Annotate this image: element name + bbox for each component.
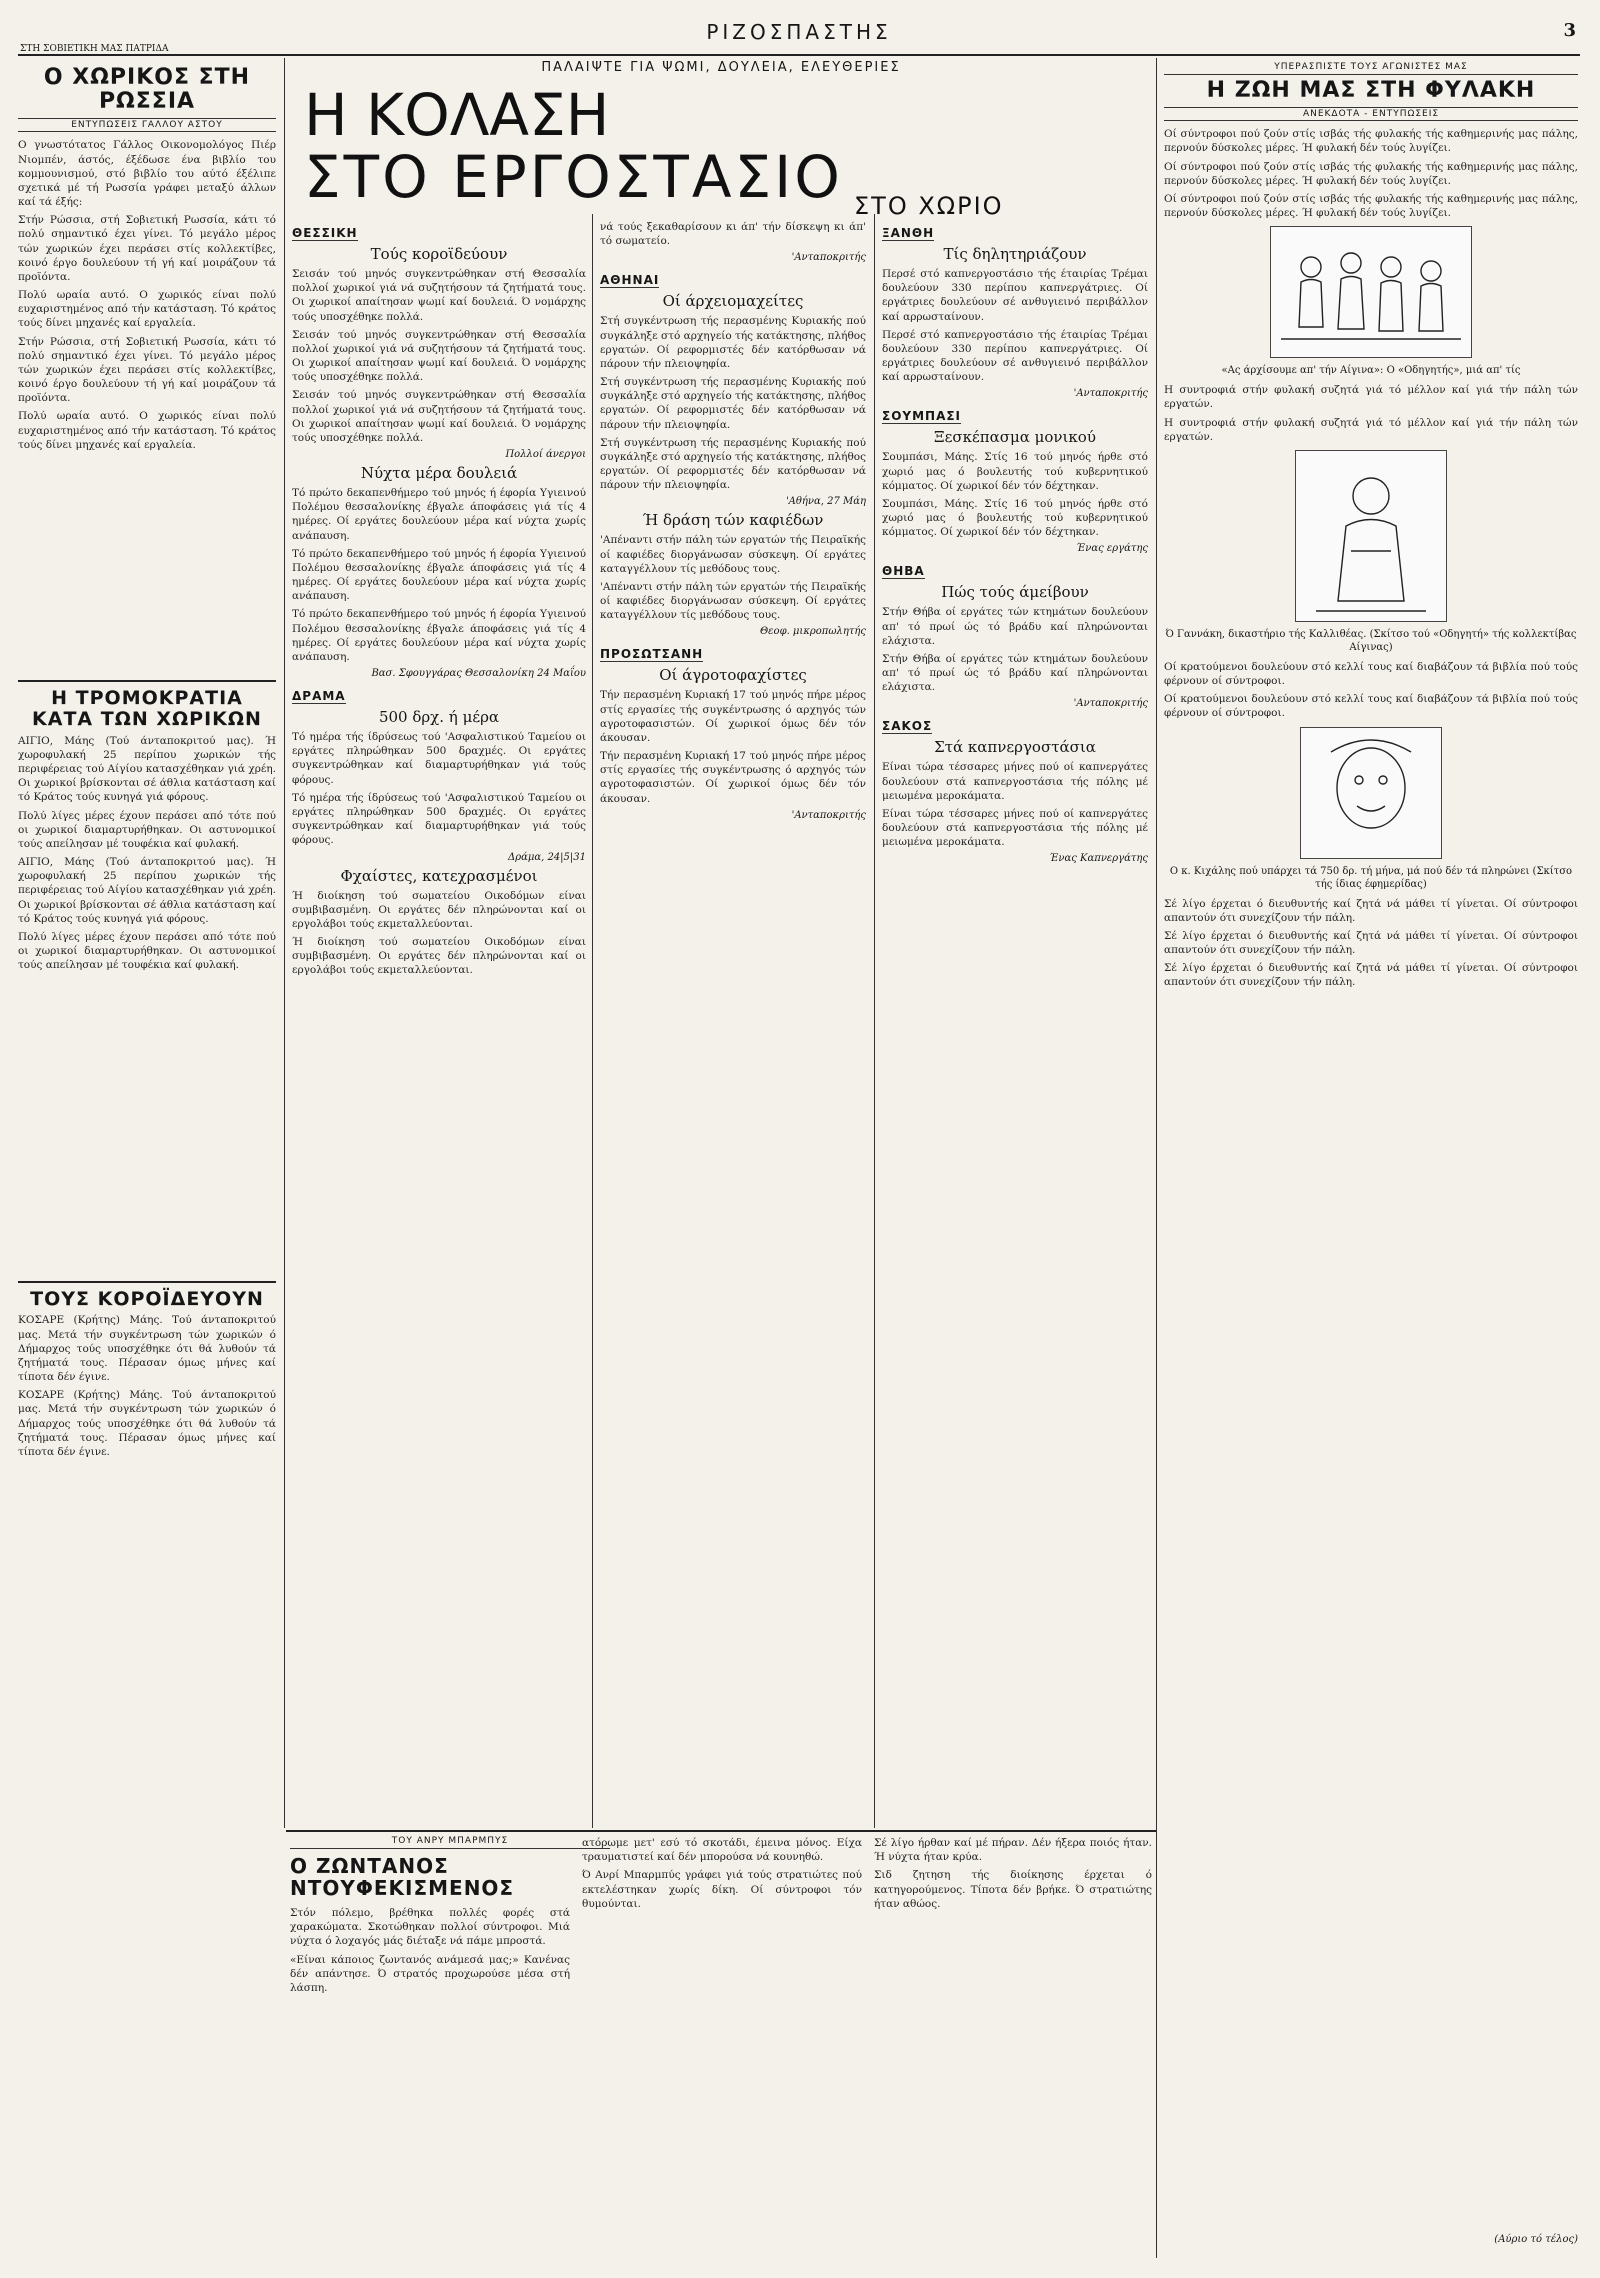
dateline-place: ΘΗΒΑ: [882, 564, 925, 579]
article-paragraph: Ή διοίκηση τού σωματείου Οικοδόμων είναι συμβιβασμένη. Οι εργάτες δέν πληρώνονται καί οι εργολάβοι τούς εκμεταλλεύονται.: [292, 889, 586, 930]
article-title: Νύχτα μέρα δουλειά: [360, 464, 518, 483]
headline-mocking: ΤΟΥΣ ΚΟΡΟΪΔΕΥΟΥΝ: [18, 1281, 276, 1310]
article-title: Τίς δηλητηριάζουν: [943, 245, 1087, 263]
column-5: [1164, 62, 1578, 2252]
dateline-place: ΘΕΣΣΙΚΗ: [292, 226, 358, 240]
article-paragraph: Οί κρατούμενοι δουλεύουν στό κελλί τους καί διαβάζουν τά βιβλία πού τούς φέρνουν οί σύντροφοι.: [1164, 660, 1578, 688]
signature: 'Ανταποκριτής: [1073, 388, 1148, 400]
bottom-col-c: [874, 1836, 1152, 2246]
headline-prison-life: Η ΖΩΗ ΜΑΣ ΣΤΗ ΦΥΛΑΚΗ: [1206, 78, 1536, 103]
dateline-place: ΑΘΗΝΑΙ: [600, 273, 660, 288]
article-paragraph: ΑΙΓΙΟ, Μάης (Τού άνταποκριτού μας). Ή χωροφυλακή 25 περίπου χωρικών τής περιφέρειας τού Αίγίου κατασχέθηκαν γιά χρέη. Οι χωρικοί βρίσκονται σέ άθλια κατάσταση καί τό Κράτος τούς κυνηγά γιά φόρους.: [18, 734, 276, 804]
newspaper-title: ΡΙΖΟΣΠΑΣΤΗΣ: [706, 20, 892, 44]
dateline-place: ΠΡΟΣΩΤΣΑΝΗ: [600, 647, 704, 662]
article-paragraph: Σουμπάσι, Μάης. Στίς 16 τού μηνός ήρθε στό χωριό μας ό βουλευτής τού κυβερνητικού κόμματος. Οί χωρικοί δέν τόν δέχτηκαν.: [882, 497, 1148, 539]
article-paragraph: Σεισάν τού μηνός συγκεντρώθηκαν στή Θεσσαλία πολλοί χωρικοί γιά νά συζητήσουν τά ζητήματά τους. Οι χωρικοί απαίτησαν ψωμί καί δουλειά. Ό νομάρχης τούς υποσχέθηκε πολλά.: [292, 268, 586, 323]
article-paragraph: Οί σύντροφοι πού ζούν στίς ισβάς τής φυλακής τής καθημερινής μας πάλης, περνούν δύσκολες μέρες. Ή φυλακή δέν τούς λυγίζει.: [1164, 192, 1578, 220]
caption: Ο κ. Κιχάλης πού υπάρχει τά 750 δρ. τή μήνα, μά πού δέν τά πληρώνει (Σκίτσο τής ίδιας έφημερίδας): [1169, 865, 1573, 890]
article-paragraph: Ο γνωστότατος Γάλλος Οικονομολόγος Πιέρ Νιομπέν, άστός, έξέδωσε ένα βιβλίο του κομμουνισμού, στό βιβλίο του αύτό έξέλιπε σχετικά μέ τή Ρωσσία γράφει μεταξύ άλλων καί τά έξής:: [18, 139, 276, 209]
article-paragraph: 'Απέναντι στήν πάλη τών εργατών τής Πειραϊκής οί καφιέδες διοργάνωσαν σύσκεψη. Οί εργάτες καταγγέλλουν τίς μεθόδους τους.: [600, 580, 866, 622]
article-paragraph: νά τούς ξεκαθαρίσουν κι άπ' τήν δίσκεψη κι άπ' τό σωματείο.: [600, 221, 866, 248]
article-title: Ξεσκέπασμα μονικού: [934, 428, 1096, 447]
signature: Ένας εργάτης: [1076, 543, 1148, 555]
article-paragraph: Οί κρατούμενοι δουλεύουν στό κελλί τους καί διαβάζουν τά βιβλία πού τούς φέρνουν οί σύντροφοι.: [1164, 693, 1578, 720]
column-2: [292, 220, 586, 1820]
banner-slogan: ΠΑΛΑΙΨΤΕ ΓΙΑ ΨΩΜΙ, ΔΟΥΛΕΙΑ, ΕΛΕΥΘΕΡΙΕΣ: [541, 60, 901, 75]
article-paragraph: Σεισάν τού μηνός συγκεντρώθηκαν στή Θεσσαλία πολλοί χωρικοί γιά νά συζητήσουν τά ζητήματά τους. Οι χωρικοί απαίτησαν ψωμί καί δουλειά. Ό νομάρχης τούς υποσχέθηκε πολλά.: [292, 328, 586, 384]
headline-peasant-russia: Ο ΧΩΡΙΚΟΣ ΣΤΗ ΡΩΣΣΙΑ: [43, 65, 251, 115]
article-paragraph: Σιδ ζητηση τής διοίκησης έρχεται ό κατηγορούμενος. Τίποτα δέν βρήκε. Ό στρατιώτης ήταν αθώος.: [874, 1869, 1152, 1910]
signature: Δράμα, 24|5|31: [507, 851, 586, 863]
to-be-continued: (Αύριο τό τέλος): [1494, 2234, 1578, 2245]
page-number: 3: [1563, 20, 1576, 41]
article-paragraph: Στήν Θήβα οί εργάτες τών κτημάτων δουλεύουν απ' τό πρωί ώς τό βράδυ καί πληρώνονται ελάχιστα.: [882, 606, 1148, 647]
article-paragraph: Τό πρώτο δεκαπενθήμερο τού μηνός ή έφορία Υγιεινού Πολέμου θεσσαλονίκης έβγαλε άποφάσεις γιά τίς 4 ημέρες. Οί εργάτες δουλεύουν μέρα καί νύχτα χωρίς ανάπαυση.: [292, 487, 586, 542]
article-paragraph: Περσέ στό καπνεργοστάσιο τής έταιρίας Τρέμαι δουλεύουν 330 περίπου καπνεργάτριες. Οί εργάτριες δουλεύουν σέ ανθυγιεινό περιβάλλον καί αρρωσταίνουν.: [882, 328, 1148, 384]
article-paragraph: Στήν Ρώσσια, στή Σοβιετική Ρωσσία, κάτι τό πολύ σημαντικό έχει γίνει. Τό μεγάλο μέρος τών χωρικών έχει περάσει στίς κολλεκτίβες, κοινό έργο δουλεύουν τή γή καί μοιράζουν τά προϊόντα.: [18, 214, 276, 283]
section-label-left: ΣΤΗ ΣΟΒΙΕΤΙΚΗ ΜΑΣ ΠΑΤΡΙΔΑ: [20, 44, 169, 54]
article-paragraph: Τό πρώτο δεκαπενθήμερο τού μηνός ή έφορία Υγιεινού Πολέμου θεσσαλονίκης έβγαλε άποφάσεις γιά τίς 4 ημέρες. Οί εργάτες δουλεύουν μέρα καί νύχτα χωρίς ανάπαυση.: [292, 608, 586, 663]
section-rule: [286, 1830, 1156, 1832]
article-paragraph: Η συντροφιά στήν φυλακή συζητά γιά τό μέλλον καί γιά τήν πάλη τών εργατών.: [1164, 384, 1578, 411]
article-paragraph: Σέ λίγο έρχεται ό διευθυντής καί ζητά νά μάθει τί γίνεται. Οί σύντροφοι απαντούν ότι συνεχίζουν τήν πάλη.: [1164, 929, 1578, 957]
article-paragraph: ΚΟΣΑΡΕ (Κρήτης) Μάης. Τού άνταποκριτού μας. Μετά τήν συγκέντρωση τών χωρικών ό Δήμαρχος τούς υποσχέθηκε ότι θά λυθούν τά ζητήματά τους. Πέρασαν όμως μήνες καί τίποτα δέν έγινε.: [18, 1389, 276, 1458]
bottom-col-a: [290, 1906, 570, 2246]
article-paragraph: Οί σύντροφοι πού ζούν στίς ισβάς τής φυλακής τής καθημερινής μας πάλης, περνούν δύσκολες μέρες. Ή φυλακή δέν τούς λυγίζει.: [1164, 128, 1578, 155]
article-paragraph: Σουμπάσι, Μάης. Στίς 16 τού μηνός ήρθε στό χωριό μας ό βουλευτής τού κυβερνητικού κόμματος. Οί χωρικοί δέν τόν δέχτηκαν.: [882, 451, 1148, 492]
article-paragraph: Τήν περασμένη Κυριακή 17 τού μηνός πήρε μέρος στίς εργασίες τής συγκέντρωσης ό αρχηγός τών αγροτοφασιστών. Οί χωρικοί όμως δέν τόν άκουσαν.: [600, 689, 866, 744]
sketch-illustration-man: [1300, 727, 1442, 859]
signature: Θεοφ. μικροπωλητής: [759, 626, 866, 638]
article-paragraph: 'Απέναντι στήν πάλη τών εργατών τής Πειραϊκής οί καφιέδες διοργάνωσαν σύσκεψη. Οί εργάτες καταγγέλλουν τίς μεθόδους τους.: [600, 534, 866, 575]
article-title: 500 δρχ. ή μέρα: [378, 708, 500, 727]
dateline-place: ΔΡΑΜΑ: [292, 689, 346, 704]
article-title: Στά καπνεργοστάσια: [934, 738, 1096, 757]
article-paragraph: ατόρωμε μετ' εσύ τό σκοτάδι, έμεινα μόνος. Είχα τραυματιστεί καί δέν μπορούσα νά κουνηθώ.: [582, 1837, 862, 1864]
signature: 'Ανταποκριτής: [791, 809, 866, 821]
column-4: [882, 220, 1148, 1820]
article-paragraph: Τό πρώτο δεκαπενθήμερο τού μηνός ή έφορία Υγιεινού Πολέμου θεσσαλονίκης έβγαλε άποφάσεις γιά τίς 4 ημέρες. Οί εργάτες δουλεύουν μέρα καί νύχτα χωρίς ανάπαυση.: [292, 547, 586, 603]
dateline-place: ΣΑΚΟΣ: [882, 719, 933, 734]
article-title: Οί άγροτοφαχίστες: [659, 666, 807, 685]
article-paragraph: Πολύ λίγες μέρες έχουν περάσει από τότε πού οι χωρικοί διαμαρτυρήθηκαν. Οι αστυνομικοί τούς απείλησαν μέ τουφέκια καί φυλακή.: [18, 809, 276, 850]
section-label: ΤΟΥ ΑΝΡΥ ΜΠΑΡΜΠΥΣ: [290, 1836, 610, 1849]
headline-terror: Η ΤΡΟΜΟΚΡΑΤΙΑ ΚΑΤΑ ΤΩΝ ΧΩΡΙΚΩΝ: [18, 680, 276, 730]
sketch-illustration-judge: [1295, 450, 1447, 622]
section-label: ΥΠΕΡΑΣΠΙΣΤΕ ΤΟΥΣ ΑΓΩΝΙΣΤΕΣ ΜΑΣ: [1164, 62, 1578, 75]
dateline-place: ΣΟΥΜΠΑΣΙ: [882, 409, 962, 424]
subheadline: ΕΝΤΥΠΩΣΕΙΣ ΓΑΛΛΟΥ ΑΣΤΟΥ: [18, 118, 276, 132]
article-paragraph: Πολύ λίγες μέρες έχουν περάσει από τότε πού οι χωρικοί διαμαρτυρήθηκαν. Οι αστυνομικοί τούς απείλησαν μέ τουφέκια καί φυλακή.: [18, 931, 276, 972]
bottom-story: [290, 1836, 1152, 2256]
article-paragraph: Στήν Ρώσσια, στή Σοβιετική Ρωσσία, κάτι τό πολύ σημαντικό έχει γίνει. Τό μεγάλο μέρος τών χωρικών έχει περάσει στίς κολλεκτίβες, κοινό έργο δουλεύουν τή γή καί μοιράζουν τά προϊόντα.: [18, 335, 276, 405]
newspaper-page: [18, 14, 1580, 2264]
signature: Πολλοί άνεργοι: [505, 449, 586, 461]
article-paragraph: Στή συγκέντρωση τής περασμένης Κυριακής πού συγκάληξε στό αρχηγείο τής κατάκτησης, πλήθος εργατών. Οί ρεφορμιστές δέν κατόρθωσαν νά πάρουν τήν πλειοψηφία.: [600, 436, 866, 492]
column-rule: [592, 214, 593, 1828]
caption: Ό Γαννάκη, δικαστήριο τής Καλλιθέας. (Σκίτσο τού «Οδηγητή» τής κολλεκτίβας Αίγινας): [1165, 628, 1577, 653]
signature: 'Αθήνα, 27 Μάη: [785, 496, 866, 508]
article-title: Τούς κοροϊδεύουν: [370, 245, 508, 263]
article-title: Οί άρχειομαχείτες: [662, 292, 804, 311]
article-paragraph: Τήν περασμένη Κυριακή 17 τού μηνός πήρε μέρος στίς εργασίες τής συγκέντρωσης ό αρχηγός τών αγροτοφασιστών. Οί χωρικοί όμως δέν τόν άκουσαν.: [600, 750, 866, 805]
article-paragraph: Σέ λίγο έρχεται ό διευθυντής καί ζητά νά μάθει τί γίνεται. Οί σύντροφοι απαντούν ότι συνεχίζουν τήν πάλη.: [1164, 962, 1578, 989]
signature: Ένας Καπνεργάτης: [1049, 853, 1148, 865]
article-paragraph: Στόν πόλεμο, βρέθηκα πολλές φορές στά χαρακώματα. Σκοτώθηκαν πολλοί σύντροφοι. Μιά νύχτα ό λοχαγός μάς διέταξε νά πάμε μπροστά.: [290, 1907, 570, 1948]
signature: 'Ανταποκριτής: [791, 252, 866, 264]
article-paragraph: Ή διοίκηση τού σωματείου Οικοδόμων είναι συμβιβασμένη. Οι εργάτες δέν πληρώνονται καί οι εργολάβοι τούς εκμεταλλεύονται.: [292, 936, 586, 977]
article-paragraph: ΑΙΓΙΟ, Μάης (Τού άνταποκριτού μας). Ή χωροφυλακή 25 περίπου χωρικών τής περιφέρειας τού Αίγίου κατασχέθηκαν γιά χρέη. Οι χωρικοί βρίσκονται σέ άθλια κατάσταση καί τό Κράτος τούς κυνηγά γιά φόρους.: [18, 856, 276, 925]
article-paragraph: Στή συγκέντρωση τής περασμένης Κυριακής πού συγκάληξε στό αρχηγείο τής κατάκτησης, πλήθος εργατών. Οί ρεφορμιστές δέν κατόρθωσαν νά πάρουν τήν πλειοψηφία.: [600, 315, 866, 370]
article-paragraph: Σέ λίγο ήρθαν καί μέ πήραν. Δέν ήξερα ποιός ήταν. Ή νύχτα ήταν κρύα.: [874, 1837, 1152, 1864]
article-paragraph: ΚΟΣΑΡΕ (Κρήτης) Μάης. Τού άνταποκριτού μας. Μετά τήν συγκέντρωση τών χωρικών ό Δήμαρχος τούς υποσχέθηκε ότι θά λυθούν τά ζητήματά τους. Πέρασαν όμως μήνες καί τίποτα δέν έγινε.: [18, 1314, 276, 1384]
headline-living-shot: Ο ΖΩΝΤΑΝΟΣ ΝΤΟΥΦΕΚΙΣΜΕΝΟΣ: [290, 1854, 515, 1900]
column-rule: [874, 214, 875, 1828]
article-paragraph: Είναι τώρα τέσσαρες μήνες πού οί καπνεργάτες δουλεύουν στά καπνεργοστάσια τής πόλης μέ μειωμένα μεροκάματα.: [882, 761, 1148, 802]
masthead: [18, 14, 1580, 56]
article-paragraph: Στή συγκέντρωση τής περασμένης Κυριακής πού συγκάληξε στό αρχηγείο τής κατάκτησης, πλήθος εργατών. Οί ρεφορμιστές δέν κατόρθωσαν νά πάρουν τήν πλειοψηφία.: [600, 376, 866, 431]
subheadline: ΑΝΕΚΔΟΤΑ - ΕΝΤΥΠΩΣΕΙΣ: [1164, 107, 1578, 121]
sketch-illustration-prisoners: [1270, 226, 1472, 358]
column-3: [600, 220, 866, 1820]
article-paragraph: Πολύ ωραία αυτό. Ο χωρικός είναι πολύ ευχαριστημένος από τήν κατάσταση. Τό κράτος τούς δίνει μηχανές καί εργαλεία.: [18, 410, 276, 451]
article-paragraph: Τό ημέρα τής ίδρύσεως τού 'Ασφαλιστικού Ταμείου οι εργάτες πληρώθηκαν 500 δραχμές. Οι εργάτες συγκεντρώθηκαν καί διαμαρτυρήθηκαν γιά τούς φόρους.: [292, 731, 586, 786]
column-rule: [1156, 58, 1157, 2258]
banner-line-village: ΣΤΟ ΧΩΡΙΟ: [854, 192, 1004, 220]
article-paragraph: «Είναι κάποιος ζωντανός ανάμεσά μας;» Κανένας δέν απάντησε. Ό στρατός προχωρούσε μέσα στή λάσπη.: [290, 1953, 570, 1994]
article-paragraph: Η συντροφιά στήν φυλακή συζητά γιά τό μέλλον καί γιά τήν πάλη τών εργατών.: [1164, 416, 1578, 443]
article-paragraph: Πολύ ωραία αυτό. Ο χωρικός είναι πολύ ευχαριστημένος από τήν κατάσταση. Τό κράτος τούς δίνει μηχανές καί εργαλεία.: [18, 289, 276, 330]
article-paragraph: Ό Ανρί Μπαρμπύς γράφει γιά τούς στρατιώτες πού εκτελέστηκαν χωρίς δίκη. Οί σύντροφοι τόν θυμούνται.: [582, 1869, 862, 1910]
article-paragraph: Στήν Θήβα οί εργάτες τών κτημάτων δουλεύουν απ' τό πρωί ώς τό βράδυ καί πληρώνονται ελάχιστα.: [882, 652, 1148, 694]
article-paragraph: Σεισάν τού μηνός συγκεντρώθηκαν στή Θεσσαλία πολλοί χωρικοί γιά νά συζητήσουν τά ζητήματά τους. Οι χωρικοί απαίτησαν ψωμί καί δουλειά. Ό νομάρχης τούς υποσχέθηκε πολλά.: [292, 389, 586, 444]
article-paragraph: Οί σύντροφοι πού ζούν στίς ισβάς τής φυλακής τής καθημερινής μας πάλης, περνούν δύσκολες μέρες. Ή φυλακή δέν τούς λυγίζει.: [1164, 160, 1578, 187]
signature: 'Ανταποκριτής: [1073, 698, 1148, 710]
article-paragraph: Είναι τώρα τέσσαρες μήνες πού οί καπνεργάτες δουλεύουν στά καπνεργοστάσια τής πόλης μέ μειωμένα μεροκάματα.: [882, 807, 1148, 849]
signature: Βασ. Σφουγγάρας Θεσσαλονίκη 24 Μαΐου: [371, 668, 586, 680]
article-title: Πώς τούς άμείβουν: [941, 583, 1089, 602]
banner-line-hell: Η ΚΟΛΑΣΗ: [304, 81, 610, 149]
caption: «Ας άρχίσουμε απ' τήν Αίγινα»: Ο «Οδηγητής», μιά απ' τίς: [1221, 365, 1521, 377]
article-paragraph: Τό ημέρα τής ίδρύσεως τού 'Ασφαλιστικού Ταμείου οι εργάτες πληρώθηκαν 500 δραχμές. Οι εργάτες συγκεντρώθηκαν καί διαμαρτυρήθηκαν γιά τούς φόρους.: [292, 791, 586, 847]
article-title: Ή δράση τών καφιέδων: [642, 511, 824, 530]
dateline-place: ΞΑΝΘΗ: [882, 226, 935, 240]
article-paragraph: Περσέ στό καπνεργοστάσιο τής έταιρίας Τρέμαι δουλεύουν 330 περίπου καπνεργάτριες. Οί εργάτριες δουλεύουν σέ ανθυγιεινό περιβάλλον καί αρρωσταίνουν.: [882, 268, 1148, 323]
bottom-col-b: [582, 1836, 862, 2246]
banner-line-factory: ΣΤΟ ΕΡΓΟΣΤΑΣΙΟ: [304, 143, 843, 211]
column-1: [18, 62, 276, 2252]
article-paragraph: Σέ λίγο έρχεται ό διευθυντής καί ζητά νά μάθει τί γίνεται. Οί σύντροφοι απαντούν ότι συνεχίζουν τήν πάλη.: [1164, 897, 1578, 924]
column-rule: [284, 58, 285, 1828]
article-title: Φχαίστες, κατεχρασμένοι: [340, 866, 538, 885]
